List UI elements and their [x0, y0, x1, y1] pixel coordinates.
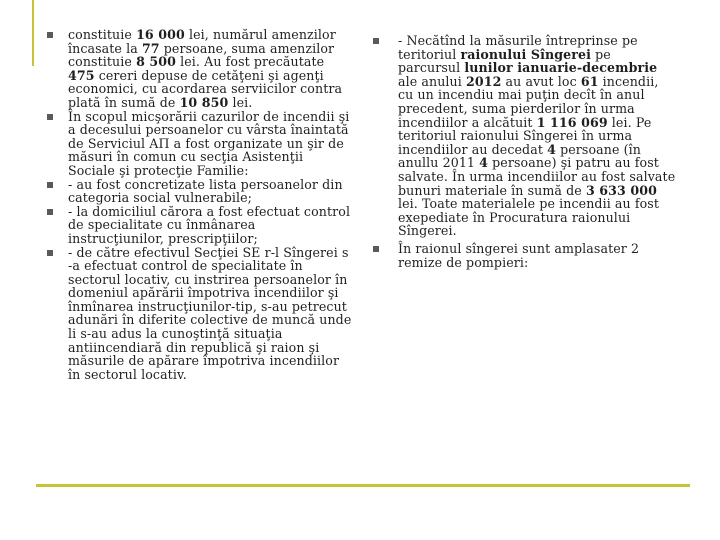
text-fragment: persoane) şi patru au fost salvate. În urma incendiilor au fost salvate bunuri materiale în sumă de: [398, 155, 676, 198]
square-bullet-icon: [47, 250, 53, 256]
bullet-text: [68, 245, 351, 382]
bold-fragment: 2012: [466, 73, 502, 89]
bullet-item: [44, 246, 354, 382]
text-fragment: au avut loc: [501, 73, 581, 89]
square-bullet-icon: [47, 114, 53, 120]
bold-fragment: 10 850: [179, 94, 229, 110]
text-fragment: lei. Au fost precăutate: [176, 54, 325, 70]
square-bullet-icon: [47, 209, 53, 215]
text-fragment: lei, numărul amenzilor încasate la: [68, 27, 336, 56]
bottom-horizontal-rule: [36, 484, 690, 487]
bullet-text: [398, 241, 639, 270]
bullet-text: [68, 204, 350, 246]
text-fragment: constituie: [68, 27, 137, 42]
text-fragment: lei. Toate materialele pe incendii au fost exepediate în Procuratura raionului Sîngerei.: [398, 196, 660, 239]
bold-fragment: 16 000: [136, 27, 185, 42]
bold-fragment: 8 500: [136, 54, 176, 70]
bullet-item: [44, 110, 354, 178]
top-left-vertical-rule: [32, 0, 34, 66]
text-fragment: În raionul sîngerei sunt amplasater 2 remize de pompieri:: [398, 240, 640, 270]
bullet-item: [44, 178, 354, 205]
text-fragment: persoane (în anullu 2011: [398, 141, 641, 171]
text-fragment: În scopul micşorării cazurilor de incendii şi a decesului persoanelor cu vârsta înaintată de Serviciul AΠ a fost organizate un şir de măsuri în comun cu secţia Asistenţii Sociale şi protecţie Familie:: [68, 108, 350, 178]
square-bullet-icon: [47, 32, 53, 38]
bold-fragment: 1 116 069: [536, 114, 608, 130]
bullet-text: [68, 27, 342, 110]
text-fragment: lei. Pe teritoriul raionului Sîngerei în urma incendiilor au decedat: [398, 114, 652, 157]
bullet-item: [44, 28, 354, 110]
square-bullet-icon: [47, 182, 53, 188]
left-column: [44, 28, 354, 381]
square-bullet-icon: [373, 38, 379, 44]
bold-fragment: 4: [547, 141, 556, 157]
bold-fragment: 61: [580, 73, 599, 89]
left-bullet-list: [44, 28, 354, 381]
bold-fragment: 77: [141, 40, 160, 56]
bold-fragment: 3 633 000: [585, 182, 657, 198]
text-fragment: incendii, cu un incendiu mai puţin decît în anul precedent, suma pierderilor în urma incendiilor a alcătuit: [398, 73, 659, 130]
text-fragment: pe parcursul: [398, 46, 611, 76]
bullet-text: [68, 109, 349, 178]
text-fragment: cereri depuse de cetăţeni şi agenţi economici, cu acordarea serviicilor contra plată în sumă de: [68, 67, 343, 110]
bullet-text: [68, 177, 343, 206]
bold-fragment: 4: [479, 155, 489, 171]
text-fragment: - de către efectivul Secţiei SE r-l Sîngerei s -a efectuat control de specialitate în sectorul locativ, cu instrirea persoanelor în domeniul apărării împotriva incendiilor şi înmînarea instrucţiunilor-tip, s-au petrecut adunări în diferite colective de muncă unde li s-au adus la cunoştinţă situaţia antiincendiară din republică şi raion şi măsurile de apărare împotriva incendiilor în sectorul locativ.: [68, 244, 352, 382]
right-column: [370, 28, 676, 269]
text-fragment: persoane, suma amenzilor constituie: [68, 40, 335, 70]
bold-fragment: raionului Sîngerei: [460, 46, 591, 62]
bold-fragment: 475: [68, 67, 95, 83]
text-fragment: - la domiciliul cărora a fost efectuat control de specialitate cu înmânarea instrucţiunilor, prescripţiilor;: [68, 203, 351, 246]
square-bullet-icon: [373, 246, 379, 252]
bullet-item: [44, 205, 354, 246]
bullet-text: [398, 33, 675, 238]
bullet-item: [370, 242, 676, 269]
right-bullet-list: [370, 34, 676, 269]
text-fragment: - au fost concretizate lista persoanelor din categoria social vulnerabile;: [68, 176, 343, 206]
bold-fragment: lunilor ianuarie-decembrie: [464, 60, 658, 76]
text-fragment: ale anului: [398, 73, 466, 89]
text-fragment: lei.: [228, 94, 253, 110]
bullet-item: [370, 34, 676, 238]
text-fragment: - Necătînd la măsurile întreprinse pe teritoriul: [398, 33, 638, 62]
